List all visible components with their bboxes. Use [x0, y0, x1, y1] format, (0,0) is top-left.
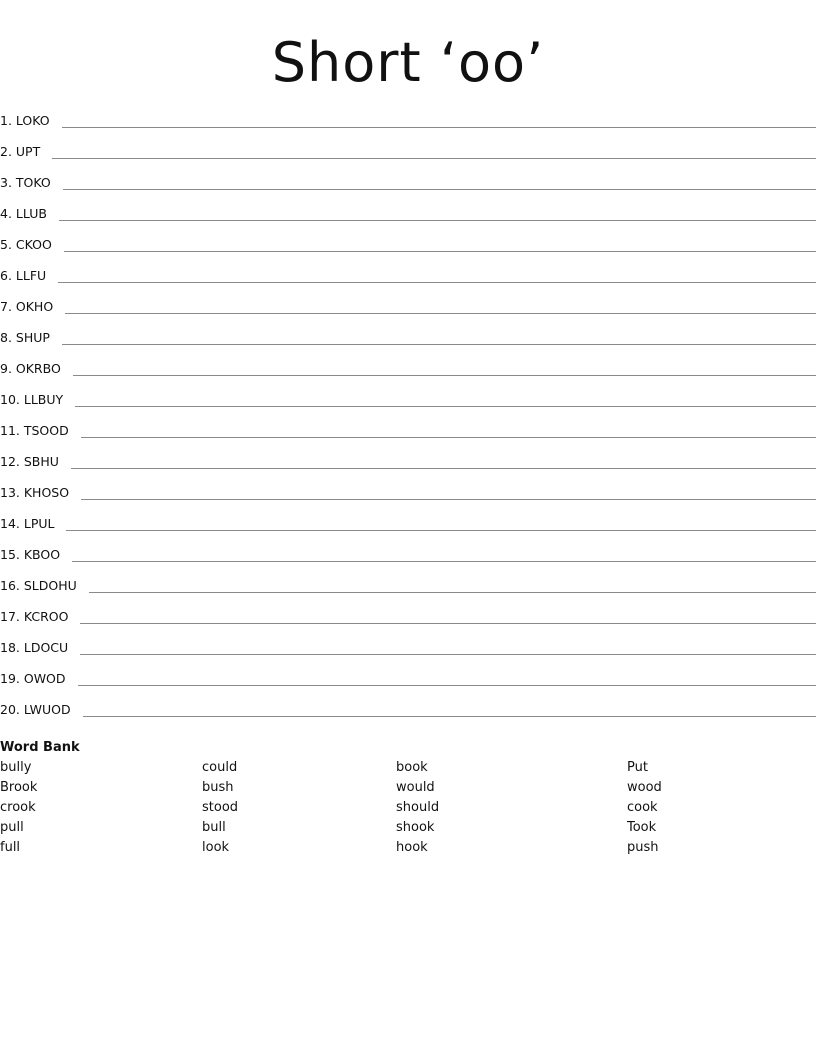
scramble-word: 19. OWOD — [0, 671, 66, 686]
word-bank-word: Brook — [0, 780, 38, 795]
word-bank-column — [202, 758, 238, 858]
word-bank-word: should — [396, 800, 440, 815]
scramble-item — [0, 482, 816, 513]
word-bank-word: bully — [0, 760, 32, 775]
scramble-item — [0, 606, 816, 637]
scramble-word: 5. CKOO — [0, 237, 52, 252]
answer-line[interactable] — [64, 234, 816, 252]
answer-line[interactable] — [83, 699, 816, 717]
word-bank-word: cook — [627, 800, 658, 815]
scramble-word: 6. LLFU — [0, 268, 47, 283]
scramble-word: 15. KBOO — [0, 547, 61, 562]
scramble-item — [0, 389, 816, 420]
answer-line[interactable] — [89, 575, 816, 593]
scramble-word: 1. LOKO — [0, 113, 50, 128]
scramble-word: 13. KHOSO — [0, 485, 70, 500]
scramble-item — [0, 327, 816, 358]
answer-line[interactable] — [80, 637, 816, 655]
word-bank-word: wood — [627, 780, 662, 795]
scramble-item — [0, 637, 816, 668]
scramble-item — [0, 358, 816, 389]
answer-line[interactable] — [75, 389, 816, 407]
answer-line[interactable] — [66, 513, 816, 531]
scramble-item — [0, 172, 816, 203]
scramble-item — [0, 296, 816, 327]
answer-line[interactable] — [62, 327, 816, 345]
answer-line[interactable] — [80, 606, 816, 624]
answer-line[interactable] — [81, 420, 816, 438]
word-bank-word: pull — [0, 820, 24, 835]
scramble-item — [0, 451, 816, 482]
scramble-word: 17. KCROO — [0, 609, 69, 624]
answer-line[interactable] — [65, 296, 816, 314]
scramble-item — [0, 420, 816, 451]
answer-line[interactable] — [58, 265, 816, 283]
scramble-list — [0, 110, 816, 730]
scramble-item — [0, 699, 816, 730]
scramble-word: 4. LLUB — [0, 206, 47, 221]
scramble-item — [0, 575, 816, 606]
scramble-word: 20. LWUOD — [0, 702, 71, 717]
word-bank-word: would — [396, 780, 435, 795]
answer-line[interactable] — [73, 358, 816, 376]
word-bank-column — [396, 758, 439, 858]
word-bank-word: crook — [0, 800, 36, 815]
word-bank-grid — [0, 758, 816, 858]
word-bank — [0, 738, 816, 858]
scramble-word: 18. LDOCU — [0, 640, 69, 655]
scramble-word: 8. SHUP — [0, 330, 50, 345]
word-bank-column — [627, 758, 662, 858]
page-title: Short ‘oo’ — [271, 31, 545, 94]
scramble-word: 14. LPUL — [0, 516, 55, 531]
answer-line[interactable] — [72, 544, 816, 562]
word-bank-word: hook — [396, 840, 428, 855]
scramble-word: 3. TOKO — [0, 175, 51, 190]
word-bank-column — [0, 758, 37, 858]
word-bank-word: Put — [627, 760, 648, 775]
scramble-word: 10. LLBUY — [0, 392, 64, 407]
scramble-item — [0, 234, 816, 265]
answer-line[interactable] — [52, 141, 816, 159]
scramble-item — [0, 110, 816, 141]
scramble-item — [0, 265, 816, 296]
answer-line[interactable] — [62, 110, 816, 128]
word-bank-word: shook — [396, 820, 435, 835]
answer-line[interactable] — [78, 668, 816, 686]
scramble-word: 11. TSOOD — [0, 423, 69, 438]
answer-line[interactable] — [71, 451, 816, 469]
word-bank-word: full — [0, 840, 21, 855]
scramble-word: 16. SLDOHU — [0, 578, 77, 593]
scramble-item — [0, 141, 816, 172]
word-bank-word: push — [627, 840, 659, 855]
word-bank-word: bull — [202, 820, 226, 835]
scramble-item — [0, 513, 816, 544]
word-bank-word: stood — [202, 800, 239, 815]
answer-line[interactable] — [63, 172, 816, 190]
word-bank-word: Took — [627, 820, 657, 835]
word-bank-word: could — [202, 760, 238, 775]
scramble-word: 9. OKRBO — [0, 361, 61, 376]
word-bank-word: look — [202, 840, 230, 855]
answer-line[interactable] — [59, 203, 816, 221]
scramble-item — [0, 668, 816, 699]
word-bank-word: book — [396, 760, 428, 775]
scramble-item — [0, 544, 816, 575]
word-bank-word: bush — [202, 780, 234, 795]
answer-line[interactable] — [81, 482, 816, 500]
scramble-word: 7. OKHO — [0, 299, 54, 314]
scramble-word: 2. UPT — [0, 144, 41, 159]
scramble-item — [0, 203, 816, 234]
scramble-word: 12. SBHU — [0, 454, 59, 469]
word-bank-title: Word Bank — [0, 740, 80, 755]
